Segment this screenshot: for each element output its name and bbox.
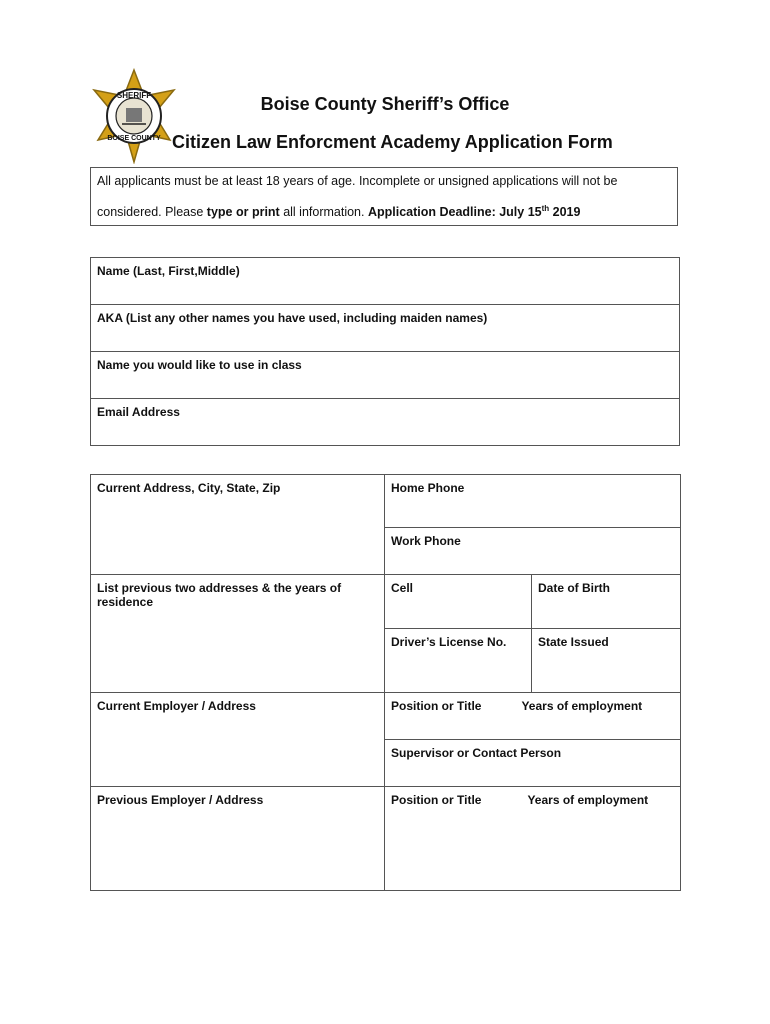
state-issued-label: State Issued [538, 635, 609, 649]
license-label: Driver’s License No. [391, 635, 507, 649]
previous-addresses-field[interactable] [91, 575, 385, 693]
personal-info-table [90, 257, 680, 446]
dob-field[interactable] [532, 575, 681, 629]
aka-field[interactable] [91, 305, 680, 352]
work-phone-field[interactable] [385, 528, 681, 575]
email-label: Email Address [97, 405, 180, 419]
previous-employer-field[interactable] [91, 787, 385, 891]
cell-label: Cell [391, 581, 414, 595]
position-years-field-2[interactable] [385, 787, 681, 891]
license-field[interactable] [385, 629, 532, 693]
badge-bottom-text: BOISE COUNTY [107, 135, 161, 142]
years-label-2: Years of employment [527, 793, 649, 807]
contact-employment-table [90, 474, 681, 891]
current-employer-field[interactable] [91, 693, 385, 787]
aka-label: AKA (List any other names you have used, including maiden names) [97, 311, 488, 325]
current-employer-label: Current Employer / Address [97, 699, 256, 713]
instructions-text-c: all information. [279, 205, 368, 220]
state-issued-field[interactable] [532, 629, 681, 693]
supervisor-label: Supervisor or Contact Person [391, 746, 562, 760]
class-name-field[interactable] [91, 352, 680, 399]
previous-addresses-label: List previous two addresses & the years of residence [97, 581, 342, 609]
position-years-field-1[interactable] [385, 693, 681, 740]
work-phone-label: Work Phone [391, 534, 461, 548]
deadline-text: Application Deadline: July 15 [367, 205, 542, 220]
sheriff-badge-logo [86, 68, 182, 164]
instructions-line-1: All applicants must be at least 18 years of age. Incomplete or unsigned applications will not be [97, 174, 618, 188]
email-field[interactable] [91, 399, 680, 446]
position-label-2: Position or Title [391, 793, 482, 807]
class-name-label: Name you would like to use in class [97, 358, 302, 372]
application-deadline [368, 205, 581, 219]
dob-label: Date of Birth [538, 581, 610, 595]
form-title: Citizen Law Enforcment Academy Application Form [172, 132, 613, 152]
current-address-label: Current Address, City, State, Zip [97, 481, 281, 495]
instructions-box [90, 167, 678, 226]
years-label-1: Years of employment [521, 699, 643, 713]
name-label: Name (Last, First,Middle) [97, 264, 240, 278]
current-address-field[interactable] [91, 475, 385, 575]
page-title: Boise County Sheriff’s Office [260, 94, 510, 114]
cell-field[interactable] [385, 575, 532, 629]
previous-employer-label: Previous Employer / Address [97, 793, 264, 807]
instructions-type-or-print: type or print [206, 205, 280, 220]
badge-top-text: SHERIFF [116, 91, 152, 100]
name-field[interactable] [91, 258, 680, 305]
deadline-year: 2019 [549, 205, 581, 220]
home-phone-field[interactable] [385, 475, 681, 528]
supervisor-field[interactable] [385, 740, 681, 787]
instructions-text-a: considered. Please [97, 205, 207, 220]
deadline-sup: th [541, 204, 550, 213]
position-label-1: Position or Title [391, 699, 482, 713]
instructions-line-2 [97, 199, 671, 222]
home-phone-label: Home Phone [391, 481, 465, 495]
